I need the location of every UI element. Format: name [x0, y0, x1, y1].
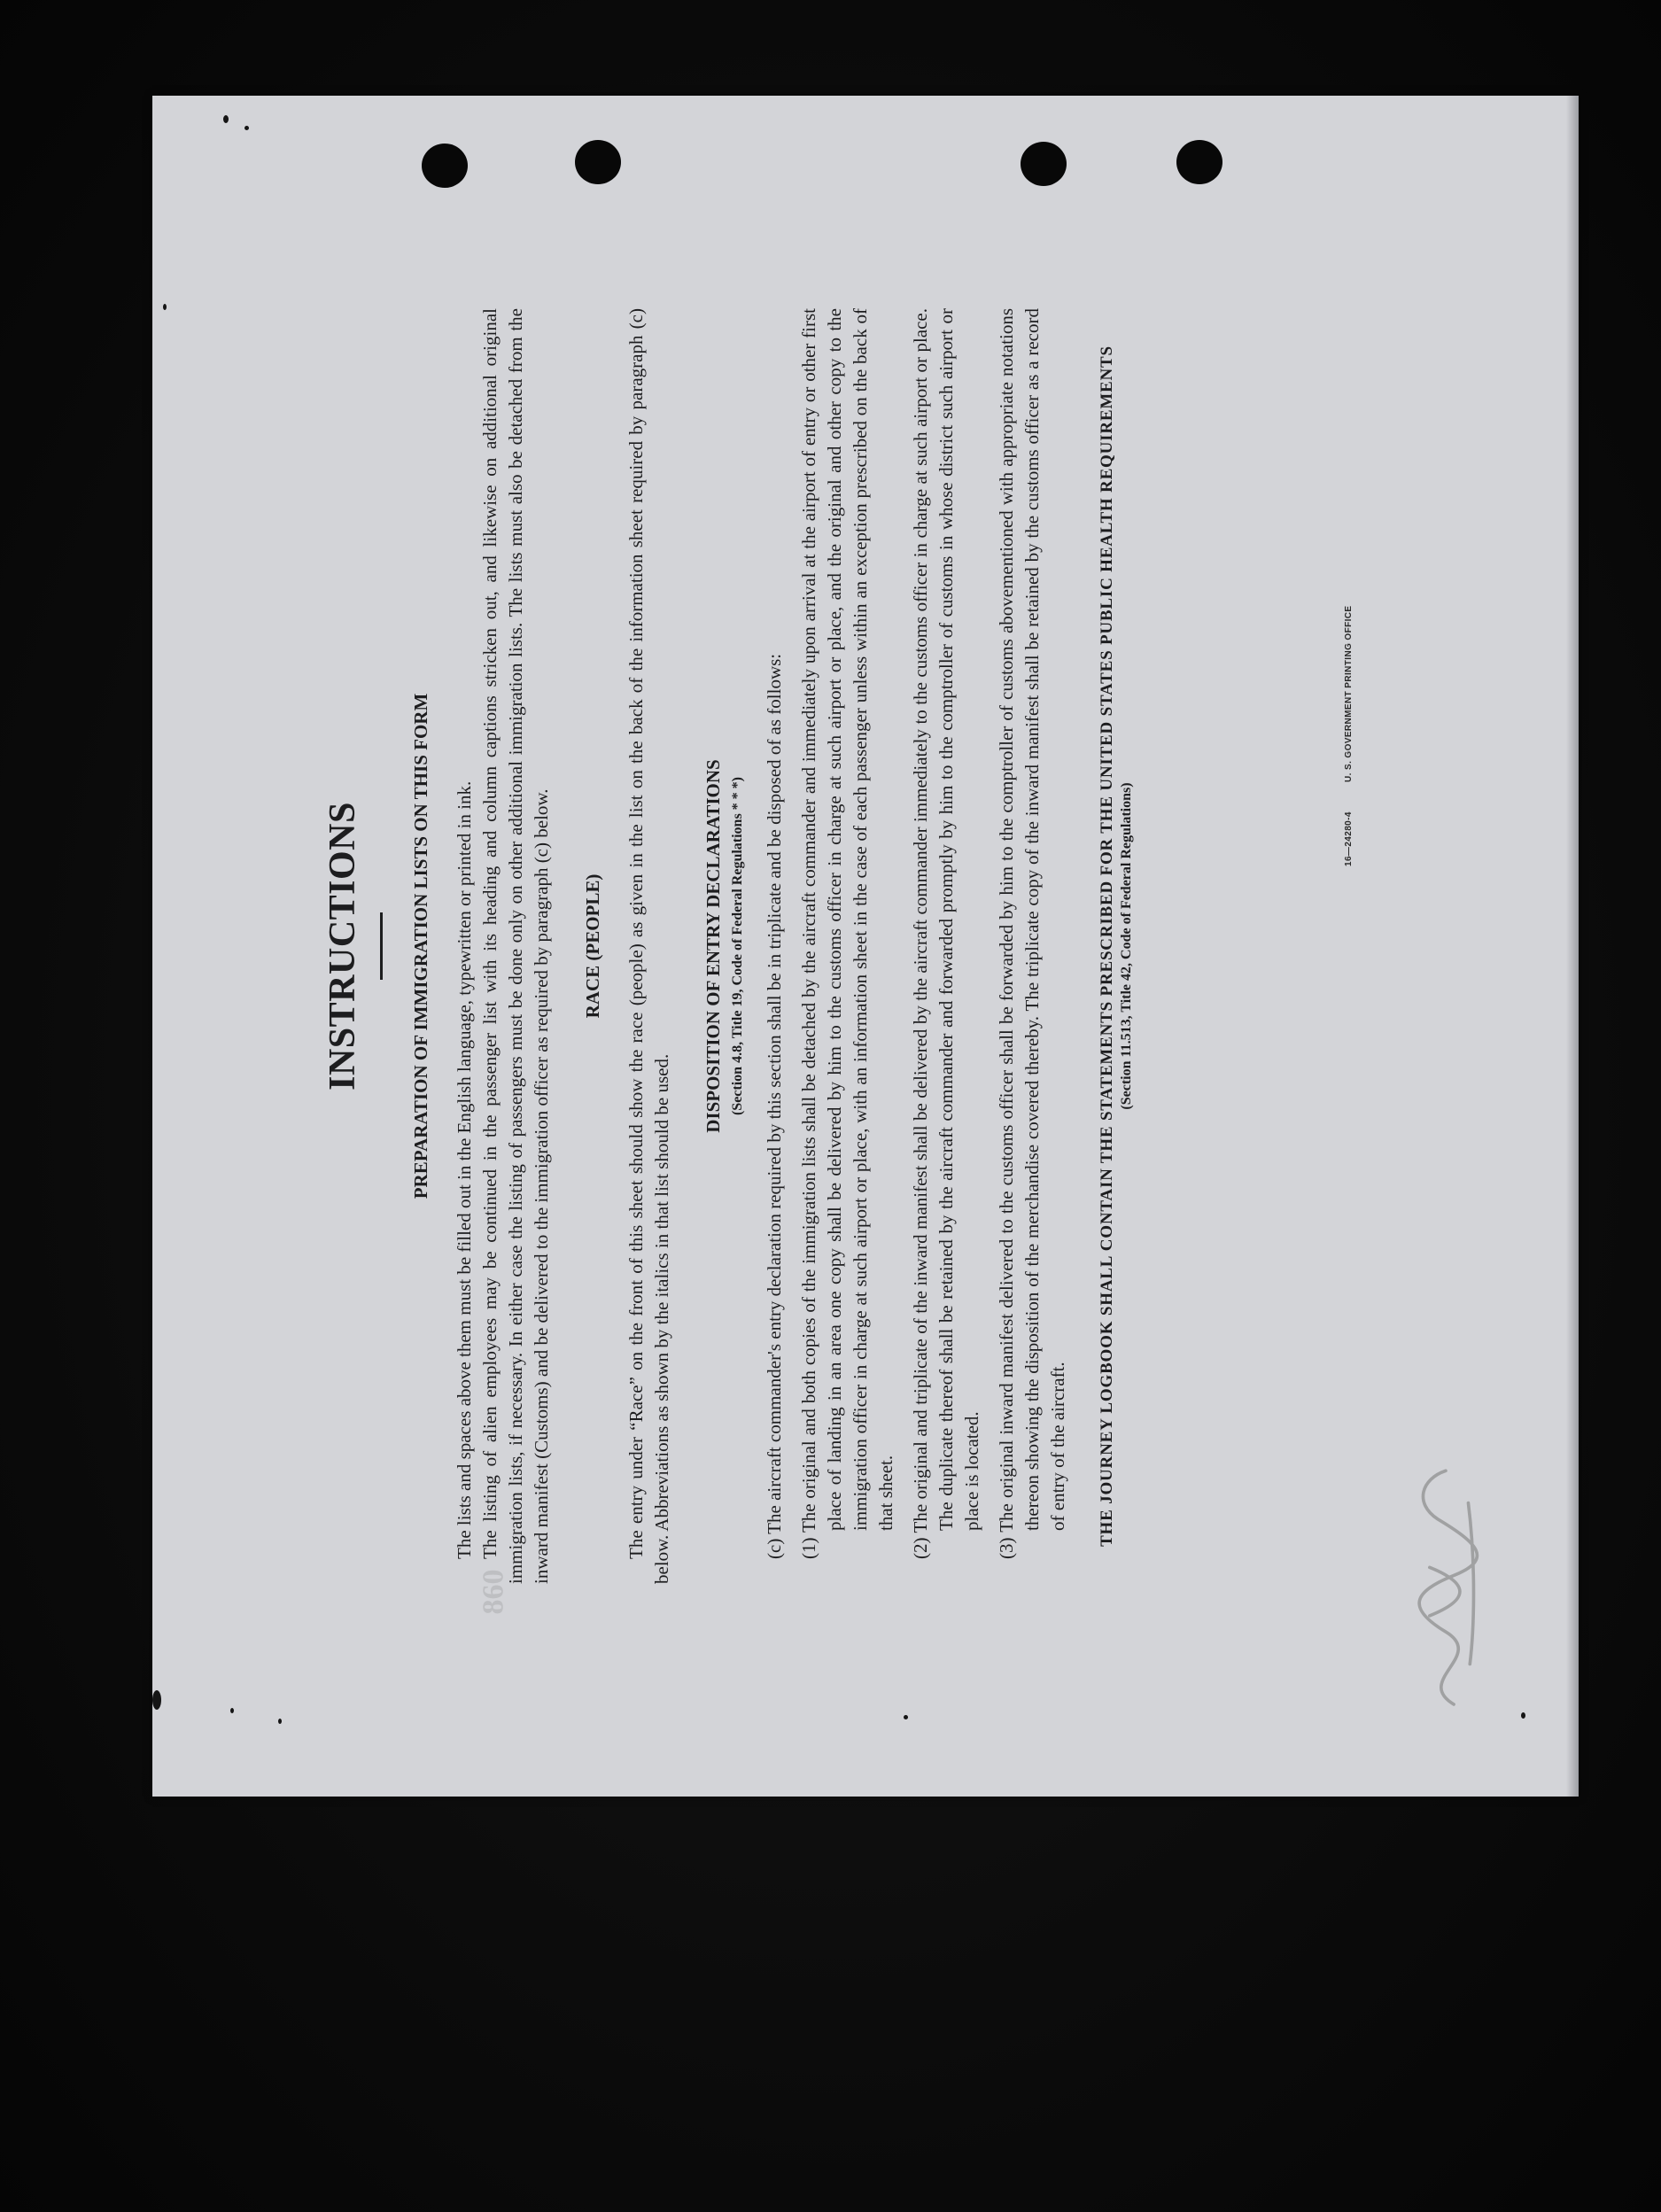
form-number: 16—24280-4: [1344, 811, 1354, 866]
disposition-para-c: (c) The aircraft commander's entry declaration required by this section shall be in triplicate and be disposed of as follows:: [764, 653, 785, 1559]
document-title: INSTRUCTIONS: [322, 802, 363, 1090]
disposition-item-2: (2) The original and triplicate of the inward manifest shall be delivered by the aircraft commander immediately to the customs officer in charge at such airport or place. The duplicate thereof shall be retained by the aircraft commander and forwarded promptly by him to the comptroller of customs in whose district such airport or place is located.: [910, 308, 982, 1559]
printer-imprint: [1344, 579, 1354, 867]
instructions-body: [316, 308, 1135, 1584]
disposition-heading: DISPOSITION OF ENTRY DECLARATIONS: [702, 759, 724, 1133]
printer-name: U. S. GOVERNMENT PRINTING OFFICE: [1344, 605, 1354, 782]
logbook-citation: (Section 11.513, Title 42, Code of Federal Regulations): [1119, 782, 1134, 1110]
race-para: The entry under “Race” on the front of this sheet should show the race (people) as given in the list on the back of the information sheet required by paragraph (c) below. Abbreviations as shown by the italics in that list should be used.: [625, 308, 672, 1584]
rotated-text-layer: [152, 96, 1579, 1797]
disposition-citation: (Section 4.8, Title 19, Code of Federal Regulations * * *): [730, 776, 745, 1116]
document-page: [152, 96, 1579, 1797]
race-heading: RACE (PEOPLE): [582, 873, 603, 1019]
preparation-para-2: The listing of alien employees may be continued in the passenger list with its heading and column captions stricken out, and likewise on additional original immigration lists, if necessary. In either case the listing of passengers must be done only on other additional immigration lists. The lists must also be detached from the inward manifest (Customs) and be delivered to the immigration officer as required by paragraph (c) below.: [479, 308, 552, 1584]
title-rule: [380, 912, 383, 980]
preparation-para-1: The lists and spaces above them must be filled out in the English language, typewritten or printed in ink.: [454, 780, 475, 1559]
preparation-heading: PREPARATION OF IMMIGRATION LISTS ON THIS FORM: [410, 693, 431, 1199]
disposition-item-3: (3) The original inward manifest delivered to the customs officer shall be forwarded by him to the comptroller of customs abovementioned with appropriate notations thereon showing the disposition of the merchandise covered thereby. The triplicate copy of the inward manifest shall be retained by the customs officer as a record of entry of the aircraft.: [996, 308, 1068, 1559]
logbook-statement: THE JOURNEY LOGBOOK SHALL CONTAIN THE STATEMENTS PRESCRIBED FOR THE UNITED STATES PUBLIC HEALTH REQUIREMENTS: [1098, 345, 1116, 1547]
disposition-item-1: (1) The original and both copies of the immigration lists shall be detached by the aircraft commander and immediately upon arrival at the airport of entry or other first place of landing in an area one copy shall be delivered by him to the customs officer in charge at such airport or place, and the original and other copy to the immigration officer in charge at such airport or place, with an information sheet in the case of each passenger unless within an exception prescribed on the back of that sheet.: [798, 308, 896, 1559]
margin-stamp: 860: [477, 1569, 510, 1615]
